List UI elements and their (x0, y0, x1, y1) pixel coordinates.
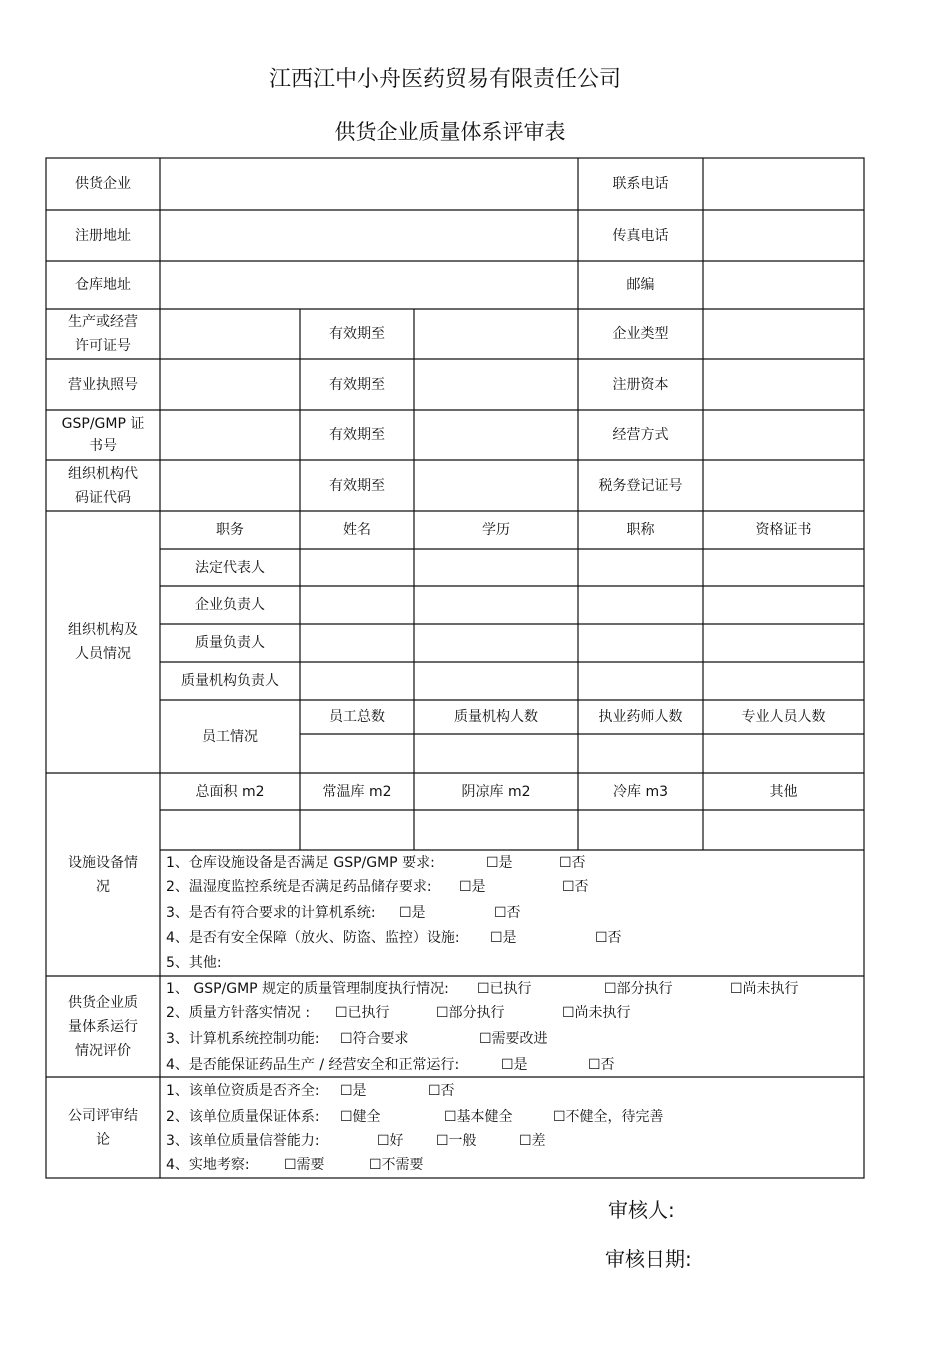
enterprise-type-field[interactable] (703, 309, 864, 359)
fax-field[interactable] (703, 210, 864, 261)
reviewer-label: 审核人: (608, 1198, 675, 1222)
label-reg-capital: 注册资本 (612, 376, 669, 393)
conclusion-q3-good[interactable]: ☐好 (377, 1133, 404, 1149)
facility-q4-no[interactable]: ☐否 (595, 930, 622, 946)
label-org-code (46, 460, 160, 511)
license-valid-field[interactable] (414, 309, 578, 359)
facility-q4: 4、是否有安全保障（放火、防盗、监控）设施: (166, 930, 460, 946)
form-title: 供货企业质量体系评审表 (334, 120, 566, 144)
header-pharmacists: 执业药师人数 (598, 709, 683, 725)
label-license-line1: 生产或经营 (68, 314, 138, 330)
conclusion-q4-no-need[interactable]: ☐不需要 (369, 1157, 424, 1173)
role-quality-dept-head: 质量机构负责人 (181, 673, 279, 689)
phone-field[interactable] (703, 158, 864, 210)
section-operation-line1: 供货企业质 (68, 994, 138, 1011)
label-phone: 联系电话 (612, 176, 669, 192)
company-name: 江西江中小舟医药贸易有限责任公司 (268, 67, 621, 92)
section-conclusion-line1: 公司评审结 (68, 1107, 138, 1124)
label-gsp (46, 410, 160, 460)
reg-address-field[interactable] (160, 210, 578, 261)
header-professionals: 专业人员人数 (741, 709, 826, 725)
business-mode-field[interactable] (703, 410, 864, 460)
header-certificate: 资格证书 (755, 522, 812, 538)
header-cold-storage: 冷库 m3 (613, 783, 668, 800)
header-title: 职称 (626, 522, 655, 538)
label-reg-address: 注册地址 (75, 227, 131, 244)
label-valid-until-business: 有效期至 (329, 376, 385, 393)
header-name: 姓名 (343, 522, 371, 538)
header-quality-staff: 质量机构人数 (454, 709, 538, 725)
header-position: 职务 (216, 522, 244, 538)
conclusion-q2: 2、该单位质量保证体系: (166, 1109, 320, 1125)
header-total-staff: 员工总数 (329, 709, 385, 725)
operation-q3-conform[interactable]: ☐符合要求 (340, 1031, 409, 1047)
label-valid-until-gsp: 有效期至 (329, 427, 385, 443)
business-license-field[interactable] (160, 359, 300, 410)
section-operation-line2: 量体系运行 (68, 1018, 138, 1035)
section-facilities-line1: 设施设备情 (68, 854, 138, 871)
label-business-mode: 经营方式 (612, 427, 669, 443)
operation-q3-improve[interactable]: ☐需要改进 (479, 1031, 548, 1047)
tax-no-field[interactable] (703, 460, 864, 511)
business-valid-field[interactable] (414, 359, 578, 410)
section-personnel-line1: 组织机构及 (68, 622, 138, 638)
label-valid-until-org: 有效期至 (329, 477, 385, 494)
conclusion-q2-sound[interactable]: ☐健全 (340, 1109, 381, 1125)
operation-q3: 3、计算机系统控制功能: (166, 1031, 320, 1047)
facility-q2: 2、温湿度监控系统是否满足药品储存要求: (166, 879, 432, 895)
conclusion-q3: 3、该单位质量信誉能力: (166, 1133, 320, 1149)
label-org-code-line1: 组织机构代 (68, 465, 138, 482)
header-total-area: 总面积 m2 (195, 783, 265, 800)
operation-q1-executed[interactable]: ☐已执行 (477, 981, 532, 997)
section-conclusion-line2: 论 (96, 1131, 110, 1148)
operation-q4-yes[interactable]: ☐是 (501, 1057, 528, 1073)
label-license-line2: 许可证号 (75, 338, 131, 354)
label-org-code-line2: 码证代码 (75, 489, 131, 506)
reg-capital-field[interactable] (703, 359, 864, 410)
operation-q1-partial[interactable]: ☐部分执行 (604, 981, 673, 997)
postcode-field[interactable] (703, 261, 864, 309)
facility-q2-yes[interactable]: ☐是 (459, 879, 486, 895)
label-postcode: 邮编 (626, 277, 655, 293)
label-valid-until-license: 有效期至 (329, 326, 385, 342)
conclusion-q3-poor[interactable]: ☐差 (519, 1133, 546, 1149)
label-enterprise-type: 企业类型 (612, 326, 669, 342)
label-supplier: 供货企业 (75, 176, 131, 192)
conclusion-q2-not-sound[interactable]: ☐不健全，待完善 (553, 1109, 664, 1125)
facility-q3: 3、是否有符合要求的计算机系统: (166, 905, 376, 921)
section-personnel-line2: 人员情况 (75, 646, 131, 662)
facility-q1-no[interactable]: ☐否 (559, 855, 586, 871)
conclusion-q1: 1、该单位资质是否齐全: (166, 1083, 320, 1099)
conclusion-q3-average[interactable]: ☐一般 (436, 1133, 477, 1149)
facility-q1: 1、仓库设施设备是否满足 GSP/GMP 要求: (166, 855, 435, 871)
header-normal-temp: 常温库 m2 (322, 783, 392, 800)
role-enterprise-head: 企业负责人 (195, 597, 265, 613)
section-facilities (46, 773, 160, 976)
conclusion-q4: 4、实地考察: (166, 1157, 250, 1173)
facility-q4-yes[interactable]: ☐是 (490, 930, 517, 946)
operation-q2-executed[interactable]: ☐已执行 (335, 1005, 390, 1021)
facility-q1-yes[interactable]: ☐是 (486, 855, 513, 871)
section-personnel (46, 511, 160, 773)
conclusion-q4-need[interactable]: ☐需要 (284, 1157, 325, 1173)
operation-q4-no[interactable]: ☐否 (588, 1057, 615, 1073)
org-valid-field[interactable] (414, 460, 578, 511)
header-other: 其他 (769, 783, 798, 800)
gsp-field[interactable] (160, 410, 300, 460)
conclusion-q2-basic[interactable]: ☐基本健全 (444, 1109, 513, 1125)
operation-q1: 1、 GSP/GMP 规定的质量管理制度执行情况: (166, 981, 449, 997)
role-legal-rep: 法定代表人 (195, 559, 265, 576)
operation-q4: 4、是否能保证药品生产 / 经营安全和正常运行: (166, 1057, 460, 1073)
facility-q2-no[interactable]: ☐否 (562, 879, 589, 895)
label-tax-no: 税务登记证号 (598, 477, 683, 494)
gsp-valid-field[interactable] (414, 410, 578, 460)
conclusion-q1-no[interactable]: ☐否 (428, 1083, 455, 1099)
section-facilities-line2: 况 (96, 878, 110, 895)
org-code-field[interactable] (160, 460, 300, 511)
operation-q1-not-yet[interactable]: ☐尚未执行 (730, 981, 799, 997)
operation-q2: 2、质量方针落实情况 : (166, 1005, 311, 1021)
facility-q3-yes[interactable]: ☐是 (399, 905, 426, 921)
operation-q2-partial[interactable]: ☐部分执行 (436, 1005, 505, 1021)
header-education: 学历 (482, 522, 510, 538)
label-gsp-line1: GSP/GMP 证 (61, 416, 145, 432)
facility-q3-no[interactable]: ☐否 (494, 905, 521, 921)
conclusion-q1-yes[interactable]: ☐是 (340, 1083, 367, 1099)
section-conclusion (46, 1077, 160, 1178)
section-operation-line3: 情况评价 (75, 1042, 131, 1059)
operation-q2-not-yet[interactable]: ☐尚未执行 (562, 1005, 631, 1021)
label-staff: 员工情况 (202, 728, 258, 745)
supplier-field[interactable] (160, 158, 578, 210)
label-license (46, 309, 160, 359)
review-date-label: 审核日期: (605, 1247, 692, 1271)
label-gsp-line2: 书号 (89, 438, 117, 454)
section-operation (46, 976, 160, 1077)
header-cool-storage: 阴凉库 m2 (461, 783, 531, 800)
facility-q5: 5、其他: (166, 955, 222, 971)
label-warehouse-address: 仓库地址 (75, 277, 131, 293)
role-quality-head: 质量负责人 (195, 635, 265, 651)
warehouse-address-field[interactable] (160, 261, 578, 309)
label-business-license: 营业执照号 (68, 376, 138, 393)
license-field[interactable] (160, 309, 300, 359)
label-fax: 传真电话 (612, 227, 669, 244)
